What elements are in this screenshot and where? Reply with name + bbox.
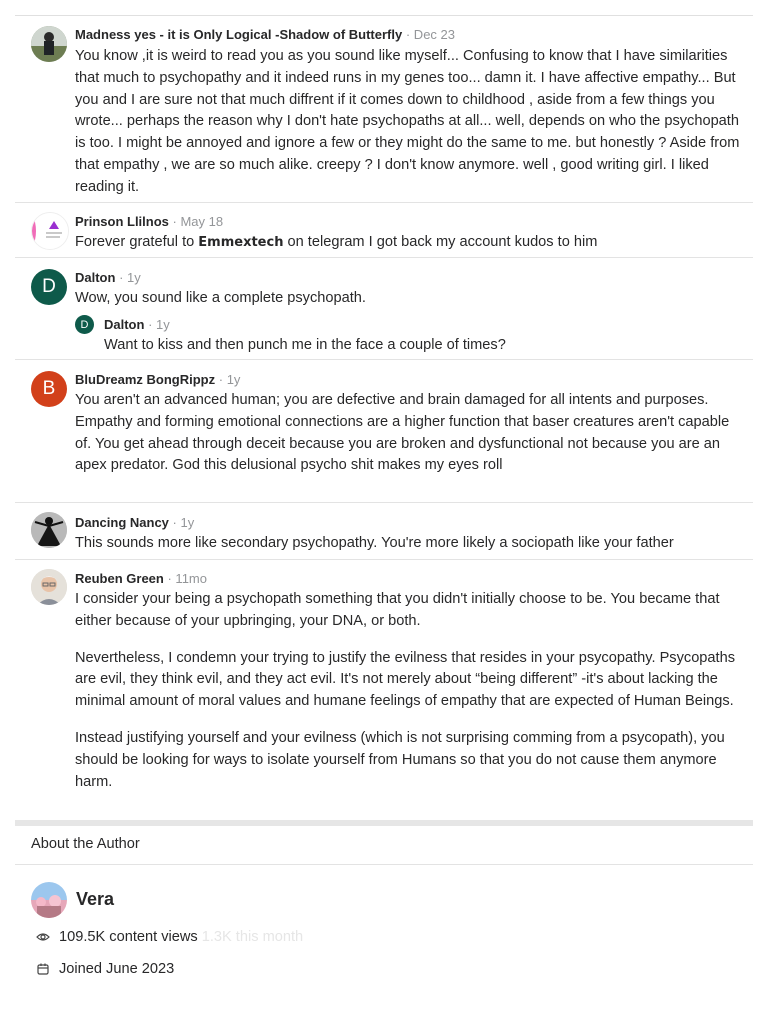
reply-author[interactable]: Dalton [104,317,145,332]
section-divider [15,820,753,826]
joined-stat [36,961,174,977]
comment-body [75,589,740,793]
author-name[interactable]: Vera [76,889,115,909]
calendar-icon [36,962,50,976]
views-count: 109.5K content views [59,929,198,945]
reply-date: · 1y [148,317,170,332]
comment [15,502,753,560]
author-avatar[interactable] [31,882,67,918]
comment-body [75,390,740,477]
comment [15,257,753,360]
avatar[interactable] [31,569,67,605]
avatar-letter: D [42,276,56,297]
comment-date: · 1y [119,270,141,285]
reply-body [104,335,704,357]
comment-author[interactable]: BluDreamz BongRippz [75,372,216,387]
reply-avatar[interactable] [75,315,94,334]
comment-body [75,46,740,199]
comment-date: · May 18 [172,214,224,229]
comment [15,16,753,203]
comment-paragraph: You aren't an advanced human; you are defective and brain damaged for all intents and purposes. Empathy and forming emotional connections are a higher function that baser creatures aren't capable of. You get ahead through deceit because you are broken and dysfunctional not because you are an apex predator. God this delusional psycho shit makes my eyes roll [75,392,730,474]
comment-author[interactable]: Dalton [75,270,116,285]
comment-paragraph: You know ,it is weird to read you as you sound like myself... Confusing to know that I have similarities that much to psychopathy and it indeed runs in my genes too... damn it. I have affective empathy... But you and I are sure not that much diffrent if it comes down to childhood , aside from a few things you wrote... perhaps the reason why I don't hate psychopaths at all... well, depends on who the psychopath is too. I might be annoyed and ignore a few or they might do the same to me. but honestly ? Aside from that empathy , we are so much alike. creepy ? I don't know anymore. well , good writing girl. I liked reading it. [75,48,740,195]
views-this-month: 1.3K this month [201,929,304,945]
comment [15,559,753,820]
avatar[interactable] [31,512,67,548]
about-author-heading: About the Author [31,836,140,852]
comment-body [75,288,740,310]
comment-text: on telegram I got back my account kudos to him [283,234,598,250]
mention-link[interactable]: Emmextech [198,235,284,250]
comment-date: · 1y [172,515,195,530]
comment-paragraph: This sounds more like secondary psychopathy. You're more likely a sociopath like your father [75,535,674,551]
avatar-letter: D [80,318,89,331]
comment-paragraph: Wow, you sound like a complete psychopath. [75,290,366,306]
avatar[interactable] [31,212,69,250]
comment-author[interactable]: Dancing Nancy [75,515,169,530]
comment-author[interactable]: Madness yes - it is Only Logical -Shadow of Butterfly [75,27,403,42]
content-views-stat [36,929,303,945]
comment-paragraph: Instead justifying yourself and your evilness (which is not surprising comming from a psycopath), you should be looking for ways to isolate yourself from Humans so that you do not cause them anymore harm. [75,729,725,790]
comment-date: · 11mo [167,571,207,586]
comment-body [75,232,740,254]
comment-body [75,533,740,555]
eye-icon [36,930,50,944]
avatar-letter: B [42,378,56,399]
comment-author[interactable]: Reuben Green [75,571,164,586]
avatar[interactable] [31,26,67,62]
comment-text: Forever grateful to [75,234,199,250]
about-divider [15,864,753,865]
reply-text: Want to kiss and then punch me in the face a couple of times? [104,337,506,353]
avatar[interactable] [31,371,67,407]
comment-date: · Dec 23 [405,27,455,42]
comment-paragraph: Nevertheless, I condemn your trying to justify the evilness that resides in your psycopathy. Psycopaths are evil, they think evil, and they act evil. It's not merely about “being different” -it's about lacking the minimal amount of moral values and humane feelings of empathy that are expected of Human Beings. [75,649,736,710]
comment-author[interactable]: Prinson Llilnos [75,214,169,229]
comment-paragraph: I consider your being a psychopath something that you didn't initially choose to be. You became that either because of your upbringing, your DNA, or both. [75,591,720,629]
comment [15,359,753,503]
comment-date: · 1y [218,372,241,387]
avatar[interactable] [31,269,67,305]
joined-date: Joined June 2023 [59,961,175,977]
comment [15,202,753,258]
